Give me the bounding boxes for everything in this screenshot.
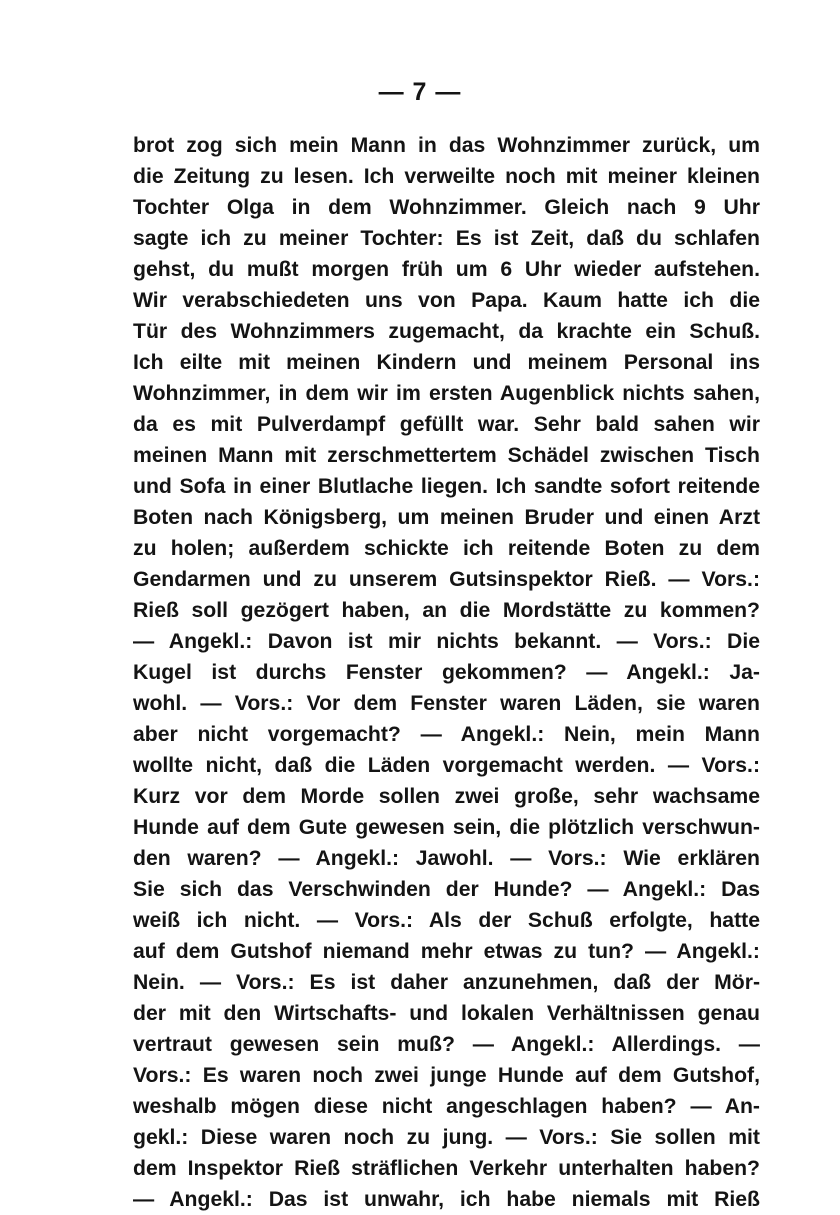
text-line: Hunde auf dem Gute gewesen sein, die plötzlich verschwun- xyxy=(133,816,760,839)
text-line: Tür des Wohnzimmers zugemacht, da krachte ein Schuß. xyxy=(133,320,760,343)
text-line: gekl.: Diese waren noch zu jung. — Vors.: Sie sollen mit xyxy=(133,1126,760,1149)
text-line: der mit den Wirtschafts- und lokalen Verhältnissen genau xyxy=(133,1002,760,1025)
text-line: weiß ich nicht. — Vors.: Als der Schuß erfolgte, hatte xyxy=(133,909,760,932)
text-line: Vors.: Es waren noch zwei junge Hunde auf dem Gutshof, xyxy=(133,1064,760,1087)
text-line: dem Inspektor Rieß sträflichen Verkehr unterhalten haben? xyxy=(133,1157,760,1180)
text-line: auf dem Gutshof niemand mehr etwas zu tun? — Angekl.: xyxy=(133,940,760,963)
text-line: vertraut gewesen sein muß? — Angekl.: Allerdings. — xyxy=(133,1033,760,1056)
text-line: den waren? — Angekl.: Jawohl. — Vors.: Wie erklären xyxy=(133,847,760,870)
text-line: Wir verabschiedeten uns von Papa. Kaum hatte ich die xyxy=(133,289,760,312)
text-line: Tochter Olga in dem Wohnzimmer. Gleich nach 9 Uhr xyxy=(133,196,760,219)
text-line: wollte nicht, daß die Läden vorgemacht werden. — Vors.: xyxy=(133,754,760,777)
text-line: Boten nach Königsberg, um meinen Bruder und einen Arzt xyxy=(133,506,760,529)
text-line: die Zeitung zu lesen. Ich verweilte noch mit meiner kleinen xyxy=(133,165,760,188)
text-line: sagte ich zu meiner Tochter: Es ist Zeit, daß du schlafen xyxy=(133,227,760,250)
body-text xyxy=(133,130,760,1215)
text-line: Nein. — Vors.: Es ist daher anzunehmen, daß der Mör- xyxy=(133,971,760,994)
text-line: Ich eilte mit meinen Kindern und meinem Personal ins xyxy=(133,351,760,374)
text-line: Kugel ist durchs Fenster gekommen? — Angekl.: Ja- xyxy=(133,661,760,684)
text-line: da es mit Pulverdampf gefüllt war. Sehr bald sahen wir xyxy=(133,413,760,436)
text-line: Gendarmen und zu unserem Gutsinspektor Rieß. — Vors.: xyxy=(133,568,760,591)
text-line: Rieß soll gezögert haben, an die Mordstätte zu kommen? xyxy=(133,599,760,622)
text-line: Sie sich das Verschwinden der Hunde? — Angekl.: Das xyxy=(133,878,760,901)
text-line: und Sofa in einer Blutlache liegen. Ich sandte sofort reitende xyxy=(133,475,760,498)
text-line: gehst, du mußt morgen früh um 6 Uhr wieder aufstehen. xyxy=(133,258,760,281)
text-line: Wohnzimmer, in dem wir im ersten Augenblick nichts sahen, xyxy=(133,382,760,405)
text-line: weshalb mögen diese nicht angeschlagen haben? — An- xyxy=(133,1095,760,1118)
text-line: brot zog sich mein Mann in das Wohnzimmer zurück, um xyxy=(133,134,760,157)
text-line: — Angekl.: Das ist unwahr, ich habe niemals mit Rieß xyxy=(133,1188,760,1211)
text-line: aber nicht vorgemacht? — Angekl.: Nein, mein Mann xyxy=(133,723,760,746)
text-line: wohl. — Vors.: Vor dem Fenster waren Läden, sie waren xyxy=(133,692,760,715)
page-number: — 7 — xyxy=(378,78,462,106)
text-line: Kurz vor dem Morde sollen zwei große, sehr wachsame xyxy=(133,785,760,808)
text-line: zu holen; außerdem schickte ich reitende Boten zu dem xyxy=(133,537,760,560)
text-line: meinen Mann mit zerschmettertem Schädel zwischen Tisch xyxy=(133,444,760,467)
text-line: — Angekl.: Davon ist mir nichts bekannt. — Vors.: Die xyxy=(133,630,760,653)
